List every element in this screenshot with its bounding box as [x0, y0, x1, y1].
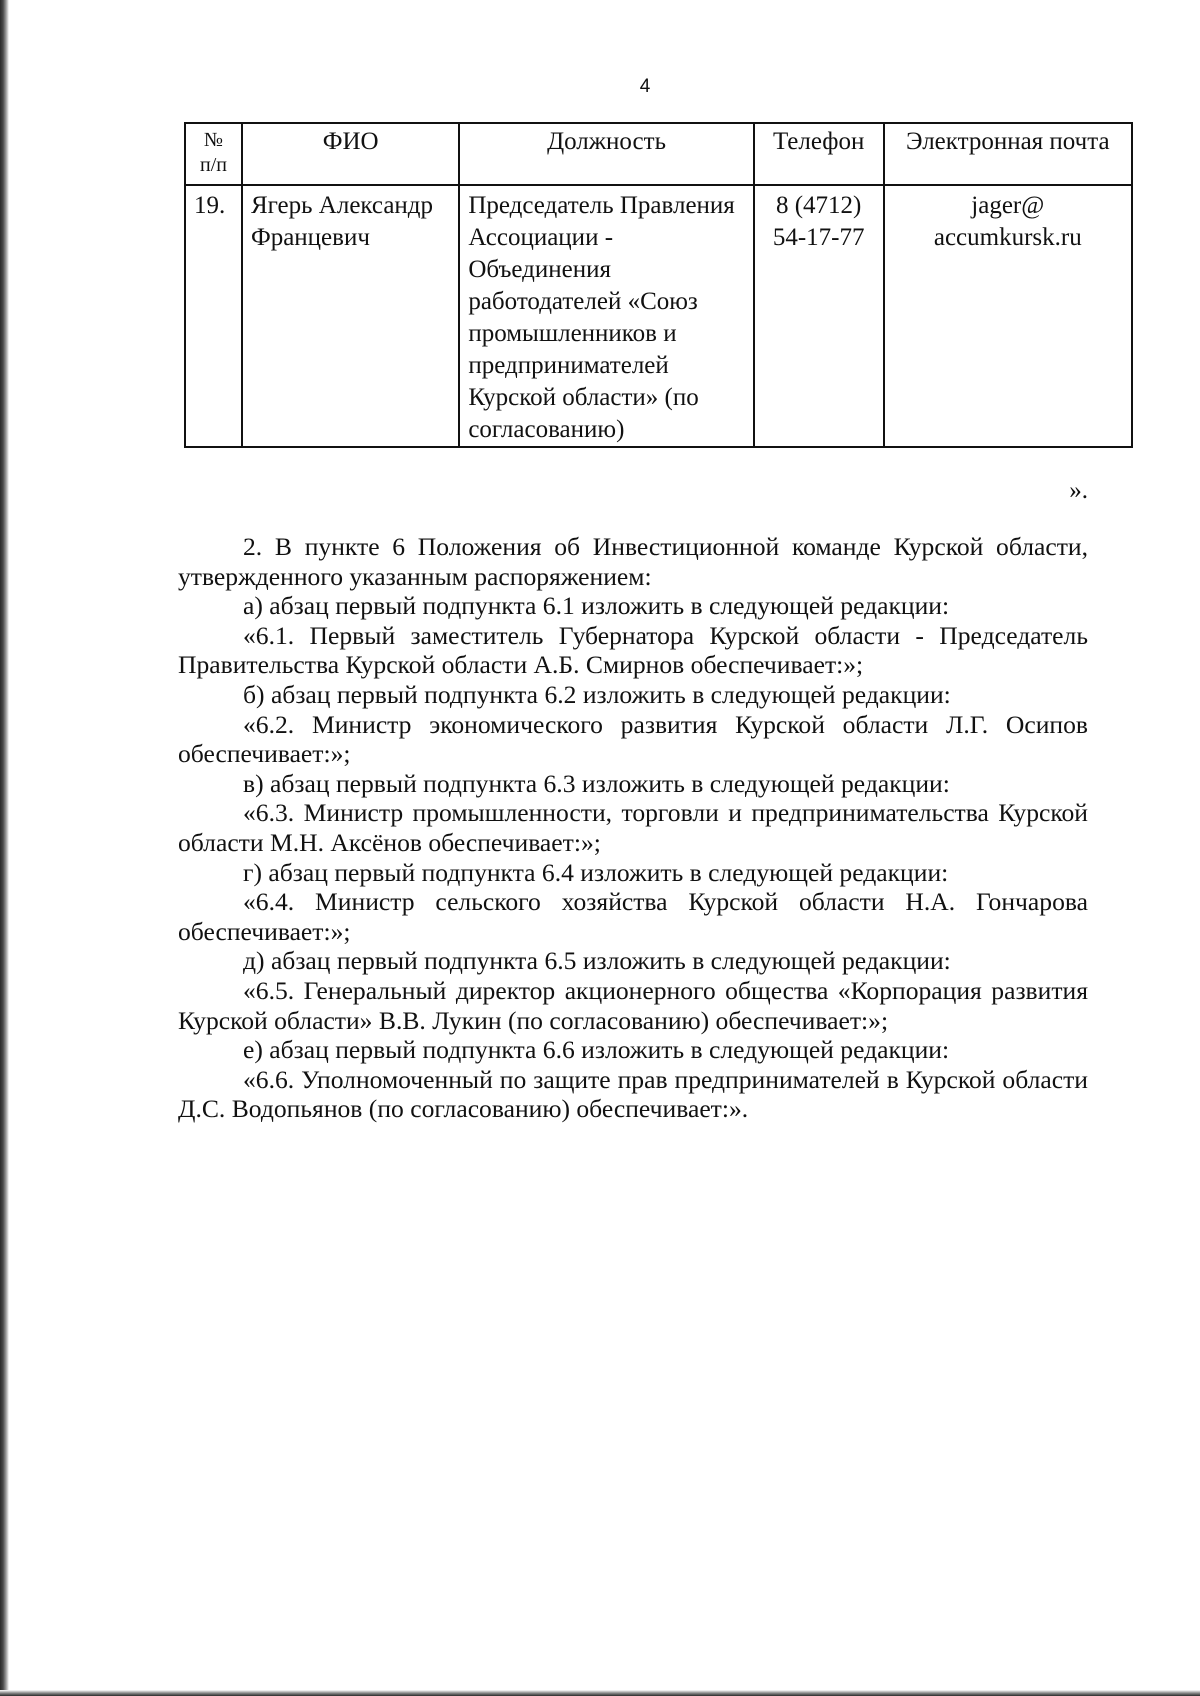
paragraph-6-2: «6.2. Министр экономического развития Курской области Л.Г. Осипов обеспечивает:»; — [178, 709, 1088, 769]
paragraph-d: д) абзац первый подпункта 6.5 изложить в следующей редакции: — [243, 946, 951, 976]
header-email: Электронная почта — [884, 123, 1132, 185]
closing-quote: ». — [1069, 477, 1088, 504]
cell-name: Ягерь Александр Францевич — [242, 185, 459, 447]
paragraph-6-1: «6.1. Первый заместитель Губернатора Курской области - Председатель Правительства Курской области А.Б. Смирнов обеспечивает:»; — [178, 620, 1088, 680]
paragraph-e: е) абзац первый подпункта 6.6 изложить в следующей редакции: — [243, 1035, 950, 1065]
paragraph-v: в) абзац первый подпункта 6.3 изложить в следующей редакции: — [243, 768, 950, 798]
header-num: № п/п — [185, 123, 242, 185]
paragraph-6-5: «6.5. Генеральный директор акционерного общества «Корпорация развития Курской области» В.В. Лукин (по согласованию) обеспечивает:»; — [178, 975, 1088, 1035]
cell-num: 19. — [185, 185, 242, 447]
header-name: ФИО — [242, 123, 459, 185]
paragraph-6-6: «6.6. Уполномоченный по защите прав предпринимателей в Курской области Д.С. Водопьянов (по согласованию) обеспечивает:». — [178, 1064, 1088, 1124]
phone-line-2: 54-17-77 — [772, 224, 865, 251]
paragraph-item-2: 2. В пункте 6 Положения об Инвестиционной команде Курской области, утвержденного указанным распоряжением: — [178, 532, 1088, 591]
amendment-text — [178, 532, 1088, 1124]
page-number: 4 — [639, 76, 651, 97]
header-position: Должность — [459, 123, 753, 185]
members-table — [184, 122, 1133, 448]
cell-position: Председатель Правления Ассоциации - Объединения работодателей «Союз промышленников и предпринимателей Курской области» (по согласованию) — [459, 185, 753, 447]
header-phone: Телефон — [754, 123, 884, 185]
paragraph-g: г) абзац первый подпункта 6.4 изложить в следующей редакции: — [243, 857, 949, 887]
cell-email — [884, 185, 1132, 447]
table-header-row — [185, 123, 1132, 185]
paragraph-b: б) абзац первый подпункта 6.2 изложить в следующей редакции: — [243, 679, 951, 709]
email-line-1: jager@ — [971, 192, 1045, 219]
paragraph-6-4: «6.4. Министр сельского хозяйства Курской области Н.А. Гончарова обеспечивает:»; — [178, 887, 1088, 946]
email-line-2: accumkursk.ru — [933, 224, 1082, 251]
paragraph-6-3: «6.3. Министр промышленности, торговли и предпринимательства Курской области М.Н. Аксёнов обеспечивает:»; — [178, 798, 1088, 857]
scan-edge-left — [0, 0, 9, 1696]
phone-line-1: 8 (4712) — [775, 192, 862, 219]
paragraph-a: а) абзац первый подпункта 6.1 изложить в следующей редакции: — [243, 591, 950, 621]
scan-edge-bottom — [0, 1690, 1200, 1696]
table-row — [185, 185, 1132, 447]
cell-phone — [754, 185, 884, 447]
